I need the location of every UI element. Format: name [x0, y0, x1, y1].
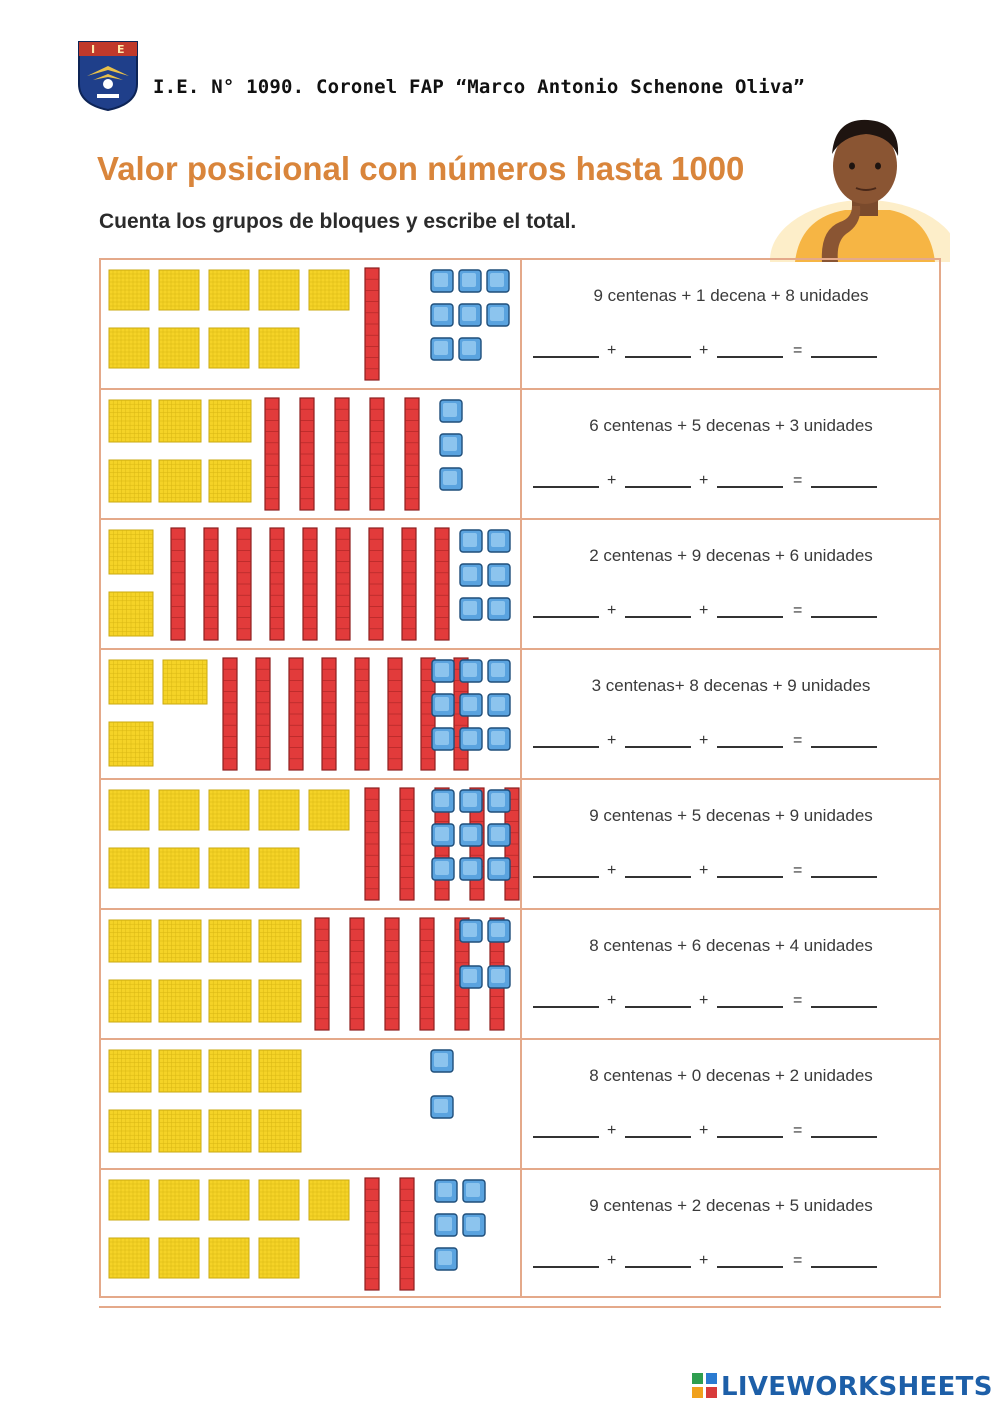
hundred-block	[209, 400, 251, 442]
blocks-drawing	[101, 780, 520, 908]
ten-rod	[350, 918, 364, 1030]
unit-cube	[460, 790, 482, 812]
base-ten-blocks	[101, 910, 522, 1038]
ten-rod	[322, 658, 336, 770]
place-value-sentence: 8 centenas + 6 decenas + 4 unidades	[589, 936, 873, 955]
answer-equation	[533, 1122, 933, 1146]
hundred-block	[309, 790, 349, 830]
plus-sign: +	[607, 602, 617, 619]
total-answer-blank[interactable]	[811, 746, 877, 748]
answer-equation	[533, 862, 933, 886]
hundred-block	[159, 270, 199, 310]
equals-sign: =	[793, 342, 803, 359]
ten-rod	[300, 398, 314, 510]
unit-cube	[459, 338, 481, 360]
unit-cube	[431, 338, 453, 360]
addend-answer-blank[interactable]	[717, 1136, 783, 1138]
plus-sign: +	[607, 862, 617, 879]
hundred-block	[109, 920, 151, 962]
ten-rod	[365, 788, 379, 900]
blocks-drawing	[101, 1170, 520, 1298]
unit-cube	[463, 1180, 485, 1202]
addend-answer-blank[interactable]	[533, 1136, 599, 1138]
hundred-block	[209, 848, 249, 888]
addend-answer-blank[interactable]	[533, 486, 599, 488]
unit-cube	[460, 598, 482, 620]
hundred-block	[109, 980, 151, 1022]
addend-answer-blank[interactable]	[625, 746, 691, 748]
worksheet-row	[101, 910, 939, 1040]
ten-rod	[303, 528, 317, 640]
plus-sign: +	[607, 732, 617, 749]
hundred-block	[159, 980, 201, 1022]
hundred-block	[259, 328, 299, 368]
unit-cube	[432, 824, 454, 846]
place-value-sentence: 3 centenas+ 8 decenas + 9 unidades	[591, 676, 871, 695]
unit-cube	[431, 1050, 453, 1072]
place-value-sentence: 2 centenas + 9 decenas + 6 unidades	[589, 546, 873, 565]
blocks-drawing	[101, 260, 520, 388]
addend-answer-blank[interactable]	[625, 1266, 691, 1268]
unit-cube	[435, 1180, 457, 1202]
unit-cube	[435, 1214, 457, 1236]
place-value-sentence: 8 centenas + 0 decenas + 2 unidades	[589, 1066, 873, 1085]
ten-rod	[270, 528, 284, 640]
unit-cube	[488, 660, 510, 682]
equals-sign: =	[793, 472, 803, 489]
hundred-block	[109, 722, 153, 766]
hundred-block	[159, 460, 201, 502]
base-ten-blocks	[101, 520, 522, 648]
hundred-block	[259, 1238, 299, 1278]
unit-cube	[460, 728, 482, 750]
hundred-block	[109, 1180, 149, 1220]
worksheet-title: Valor posicional con números hasta 1000	[97, 150, 745, 187]
unit-cube	[432, 790, 454, 812]
ten-rod	[256, 658, 270, 770]
liveworksheets-brand[interactable]	[692, 1372, 993, 1404]
unit-cube	[488, 790, 510, 812]
ten-rod	[336, 528, 350, 640]
ten-rod	[265, 398, 279, 510]
worksheet-row	[101, 650, 939, 780]
addend-answer-blank[interactable]	[717, 356, 783, 358]
worksheet-row	[101, 520, 939, 650]
unit-cube	[460, 824, 482, 846]
plus-sign: +	[699, 472, 709, 489]
school-name: I.E. N° 1090. Coronel FAP “Marco Antonio Schenone Oliva”	[153, 76, 805, 98]
unit-cube	[460, 564, 482, 586]
base-ten-blocks	[101, 1040, 522, 1168]
plus-sign: +	[699, 1122, 709, 1139]
ten-rod	[405, 398, 419, 510]
ten-rod	[315, 918, 329, 1030]
unit-cube	[488, 598, 510, 620]
place-value-sentence: 9 centenas + 1 decena + 8 unidades	[593, 286, 869, 305]
plus-sign: +	[699, 732, 709, 749]
table-bottom-rule	[99, 1306, 941, 1308]
equals-sign: =	[793, 602, 803, 619]
hundred-block	[259, 790, 299, 830]
total-answer-blank[interactable]	[811, 1136, 877, 1138]
worksheet-row	[101, 1040, 939, 1170]
hundred-block	[209, 1238, 249, 1278]
blocks-drawing	[101, 390, 520, 518]
equals-sign: =	[793, 1252, 803, 1269]
unit-cube	[488, 530, 510, 552]
hundred-block	[109, 530, 153, 574]
unit-cube	[488, 694, 510, 716]
thinking-child-illustration	[740, 110, 950, 262]
worksheet-row	[101, 260, 939, 390]
base-ten-blocks	[101, 780, 522, 908]
addend-answer-blank[interactable]	[533, 876, 599, 878]
unit-cube	[460, 530, 482, 552]
hundred-block	[109, 1050, 151, 1092]
svg-text:I: I	[91, 43, 96, 56]
addend-answer-blank[interactable]	[625, 616, 691, 618]
addend-answer-blank[interactable]	[533, 1266, 599, 1268]
hundred-block	[109, 270, 149, 310]
place-value-table	[99, 258, 941, 1298]
addend-answer-blank[interactable]	[717, 486, 783, 488]
hundred-block	[159, 328, 199, 368]
hundred-block	[109, 460, 151, 502]
plus-sign: +	[699, 992, 709, 1009]
hundred-block	[209, 1110, 251, 1152]
hundred-block	[209, 980, 251, 1022]
unit-cube	[488, 728, 510, 750]
hundred-block	[209, 920, 251, 962]
unit-cube	[431, 304, 453, 326]
unit-cube	[460, 694, 482, 716]
answer-equation	[533, 992, 933, 1016]
hundred-block	[159, 1180, 199, 1220]
hundred-block	[259, 1050, 301, 1092]
answer-equation	[533, 732, 933, 756]
brand-text: LIVEWORKSHEETS	[721, 1372, 993, 1402]
plus-sign: +	[607, 992, 617, 1009]
equals-sign: =	[793, 992, 803, 1009]
blocks-drawing	[101, 520, 520, 648]
unit-cube	[460, 660, 482, 682]
hundred-block	[159, 1238, 199, 1278]
equals-sign: =	[793, 862, 803, 879]
ten-rod	[289, 658, 303, 770]
addend-answer-blank[interactable]	[717, 746, 783, 748]
unit-cube	[440, 400, 462, 422]
base-ten-blocks	[101, 390, 522, 518]
unit-cube	[488, 564, 510, 586]
addend-answer-blank[interactable]	[717, 1006, 783, 1008]
total-answer-blank[interactable]	[811, 486, 877, 488]
unit-cube	[488, 824, 510, 846]
total-answer-blank[interactable]	[811, 616, 877, 618]
answer-equation	[533, 342, 933, 366]
hundred-block	[109, 400, 151, 442]
ten-rod	[420, 918, 434, 1030]
ten-rod	[204, 528, 218, 640]
hundred-block	[109, 790, 149, 830]
worksheet-row	[101, 390, 939, 520]
addend-answer-blank[interactable]	[625, 1006, 691, 1008]
unit-cube	[463, 1214, 485, 1236]
equals-sign: =	[793, 1122, 803, 1139]
addend-answer-blank[interactable]	[625, 1136, 691, 1138]
ten-rod	[237, 528, 251, 640]
unit-cube	[460, 858, 482, 880]
answer-equation	[533, 602, 933, 626]
hundred-block	[209, 790, 249, 830]
hundred-block	[309, 1180, 349, 1220]
addend-answer-blank[interactable]	[717, 616, 783, 618]
base-ten-blocks	[101, 1170, 522, 1298]
ten-rod	[335, 398, 349, 510]
hundred-block	[159, 1110, 201, 1152]
hundred-block	[259, 1180, 299, 1220]
base-ten-blocks	[101, 260, 522, 388]
hundred-block	[259, 848, 299, 888]
addend-answer-blank[interactable]	[717, 1266, 783, 1268]
unit-cube	[459, 270, 481, 292]
blocks-drawing	[101, 910, 520, 1038]
worksheet-row	[101, 780, 939, 910]
hundred-block	[159, 920, 201, 962]
unit-cube	[431, 270, 453, 292]
ten-rod	[402, 528, 416, 640]
total-answer-blank[interactable]	[811, 1266, 877, 1268]
hundred-block	[109, 592, 153, 636]
hundred-block	[209, 270, 249, 310]
addend-answer-blank[interactable]	[717, 876, 783, 878]
hundred-block	[109, 1238, 149, 1278]
answer-equation	[533, 472, 933, 496]
hundred-block	[163, 660, 207, 704]
hundred-block	[259, 980, 301, 1022]
blocks-drawing	[101, 650, 520, 778]
total-answer-blank[interactable]	[811, 876, 877, 878]
hundred-block	[159, 1050, 201, 1092]
hundred-block	[209, 460, 251, 502]
unit-cube	[488, 920, 510, 942]
unit-cube	[440, 434, 462, 456]
unit-cube	[432, 728, 454, 750]
place-value-sentence: 9 centenas + 2 decenas + 5 unidades	[589, 1196, 873, 1215]
hundred-block	[159, 790, 199, 830]
unit-cube	[440, 468, 462, 490]
hundred-block	[209, 1180, 249, 1220]
plus-sign: +	[607, 472, 617, 489]
addend-answer-blank[interactable]	[533, 616, 599, 618]
ten-rod	[223, 658, 237, 770]
unit-cube	[435, 1248, 457, 1270]
unit-cube	[487, 270, 509, 292]
hundred-block	[209, 328, 249, 368]
addend-answer-blank[interactable]	[625, 356, 691, 358]
answer-equation	[533, 1252, 933, 1276]
addend-answer-blank[interactable]	[533, 746, 599, 748]
hundred-block	[209, 1050, 251, 1092]
ten-rod	[388, 658, 402, 770]
addend-answer-blank[interactable]	[533, 356, 599, 358]
ten-rod	[355, 658, 369, 770]
unit-cube	[459, 304, 481, 326]
ten-rod	[400, 788, 414, 900]
addend-answer-blank[interactable]	[625, 876, 691, 878]
unit-cube	[431, 1096, 453, 1118]
plus-sign: +	[699, 342, 709, 359]
worksheet-instructions: Cuenta los grupos de bloques y escribe el total.	[99, 210, 577, 233]
equals-sign: =	[793, 732, 803, 749]
hundred-block	[109, 660, 153, 704]
plus-sign: +	[607, 342, 617, 359]
hundred-block	[159, 400, 201, 442]
total-answer-blank[interactable]	[811, 1006, 877, 1008]
place-value-sentence: 9 centenas + 5 decenas + 9 unidades	[589, 806, 873, 825]
base-ten-blocks	[101, 650, 522, 778]
hundred-block	[109, 1110, 151, 1152]
plus-sign: +	[699, 602, 709, 619]
ten-rod	[435, 528, 449, 640]
ten-rod	[171, 528, 185, 640]
unit-cube	[488, 858, 510, 880]
unit-cube	[432, 858, 454, 880]
hundred-block	[309, 270, 349, 310]
worksheet-row	[101, 1170, 939, 1300]
hundred-block	[109, 848, 149, 888]
plus-sign: +	[699, 862, 709, 879]
total-answer-blank[interactable]	[811, 356, 877, 358]
hundred-block	[259, 920, 301, 962]
hundred-block	[159, 848, 199, 888]
plus-sign: +	[699, 1252, 709, 1269]
svg-text:E: E	[117, 43, 125, 56]
ten-rod	[365, 1178, 379, 1290]
blocks-drawing	[101, 1040, 520, 1168]
ten-rod	[369, 528, 383, 640]
plus-sign: +	[607, 1252, 617, 1269]
plus-sign: +	[607, 1122, 617, 1139]
school-crest-logo	[77, 40, 139, 112]
hundred-block	[259, 270, 299, 310]
unit-cube	[460, 966, 482, 988]
unit-cube	[432, 694, 454, 716]
unit-cube	[488, 966, 510, 988]
unit-cube	[432, 660, 454, 682]
hundred-block	[259, 1110, 301, 1152]
ten-rod	[370, 398, 384, 510]
unit-cube	[487, 304, 509, 326]
ten-rod	[385, 918, 399, 1030]
ten-rod	[365, 268, 379, 380]
addend-answer-blank[interactable]	[625, 486, 691, 488]
liveworksheets-logo-icon	[692, 1373, 718, 1399]
hundred-block	[109, 328, 149, 368]
ten-rod	[400, 1178, 414, 1290]
place-value-sentence: 6 centenas + 5 decenas + 3 unidades	[589, 416, 873, 435]
addend-answer-blank[interactable]	[533, 1006, 599, 1008]
unit-cube	[460, 920, 482, 942]
